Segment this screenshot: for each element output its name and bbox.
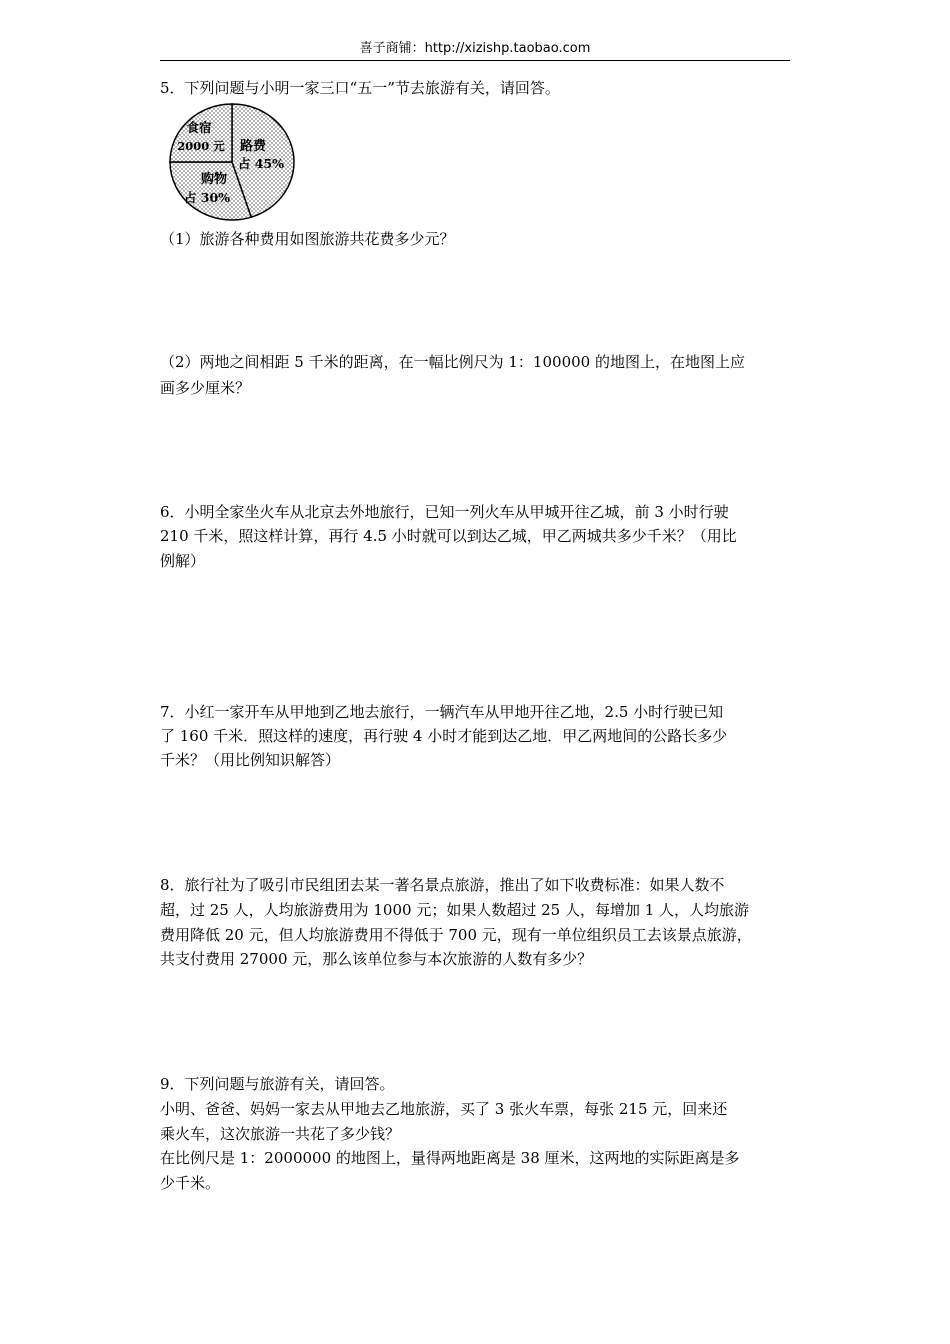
- q6-line1: 6．小明全家坐火车从北京去外地旅行，已知一列火车从甲城开往乙城，前 3 小时行驶: [160, 503, 729, 521]
- q5-title: 5．下列问题与小明一家三口“五一”节去旅游有关，请回答。: [160, 79, 560, 97]
- q9-line1: 9．下列问题与旅游有关，请回答。: [160, 1075, 395, 1093]
- q6-line3: 例解）: [160, 552, 206, 570]
- q9-line3: 乘火车，这次旅游一共花了多少钱？: [160, 1125, 401, 1143]
- header-divider: [160, 60, 790, 61]
- q8-line2: 超，过 25 人，人均旅游费用为 1000 元；如果人数超过 25 人，每增加 1 人，人均旅游: [160, 901, 750, 919]
- expense-pie-chart: [165, 100, 300, 225]
- page-header: 喜子商铺：http://xizishp.taobao.com: [359, 41, 591, 56]
- q5-part2-line1: （2）两地之间相距 5 千米的距离，在一幅比例尺为 1：100000 的地图上，在地图上应: [160, 353, 745, 371]
- slice-label-travel: 路费: [239, 139, 267, 154]
- slice-label-food: 食宿: [186, 120, 212, 135]
- q8-line1: 8．旅行社为了吸引市民组团去某一著名景点旅游，推出了如下收费标准：如果人数不: [160, 876, 725, 894]
- slice-value-travel: 占 45%: [237, 156, 285, 171]
- q8-line3: 费用降低 20 元，但人均旅游费用不得低于 700 元，现有一单位组织员工去该景点旅游，: [160, 926, 752, 944]
- q5-part1: （1）旅游各种费用如图旅游共花费多少元？: [160, 230, 455, 248]
- slice-value-food: 2000 元: [177, 139, 225, 153]
- q7-line1: 7．小红一家开车从甲地到乙地去旅行，一辆汽车从甲地开往乙地，2.5 小时行驶已知: [160, 703, 724, 721]
- q7-line3: 千米？（用比例知识解答）: [160, 751, 341, 769]
- slice-value-shopping: 占 30%: [183, 190, 231, 205]
- q9-line2: 小明、爸爸、妈妈一家去从甲地去乙地旅游，买了 3 张火车票，每张 215 元，回来还: [160, 1100, 728, 1118]
- q9-line5: 少千米。: [160, 1174, 221, 1192]
- slice-label-shopping: 购物: [200, 172, 228, 187]
- q6-line2: 210 千米，照这样计算，再行 4.5 小时就可以到达乙城，甲乙两城共多少千米？（用比: [160, 527, 737, 545]
- q7-line2: 了 160 千米．照这样的速度，再行驶 4 小时才能到达乙地．甲乙两地间的公路长多少: [160, 727, 728, 745]
- q9-line4: 在比例尺是 1：2000000 的地图上，量得两地距离是 38 厘米，这两地的实际距离是多: [160, 1149, 740, 1167]
- q8-line4: 共支付费用 27000 元，那么该单位参与本次旅游的人数有多少？: [160, 950, 593, 968]
- q5-part2-line2: 画多少厘米？: [160, 379, 251, 397]
